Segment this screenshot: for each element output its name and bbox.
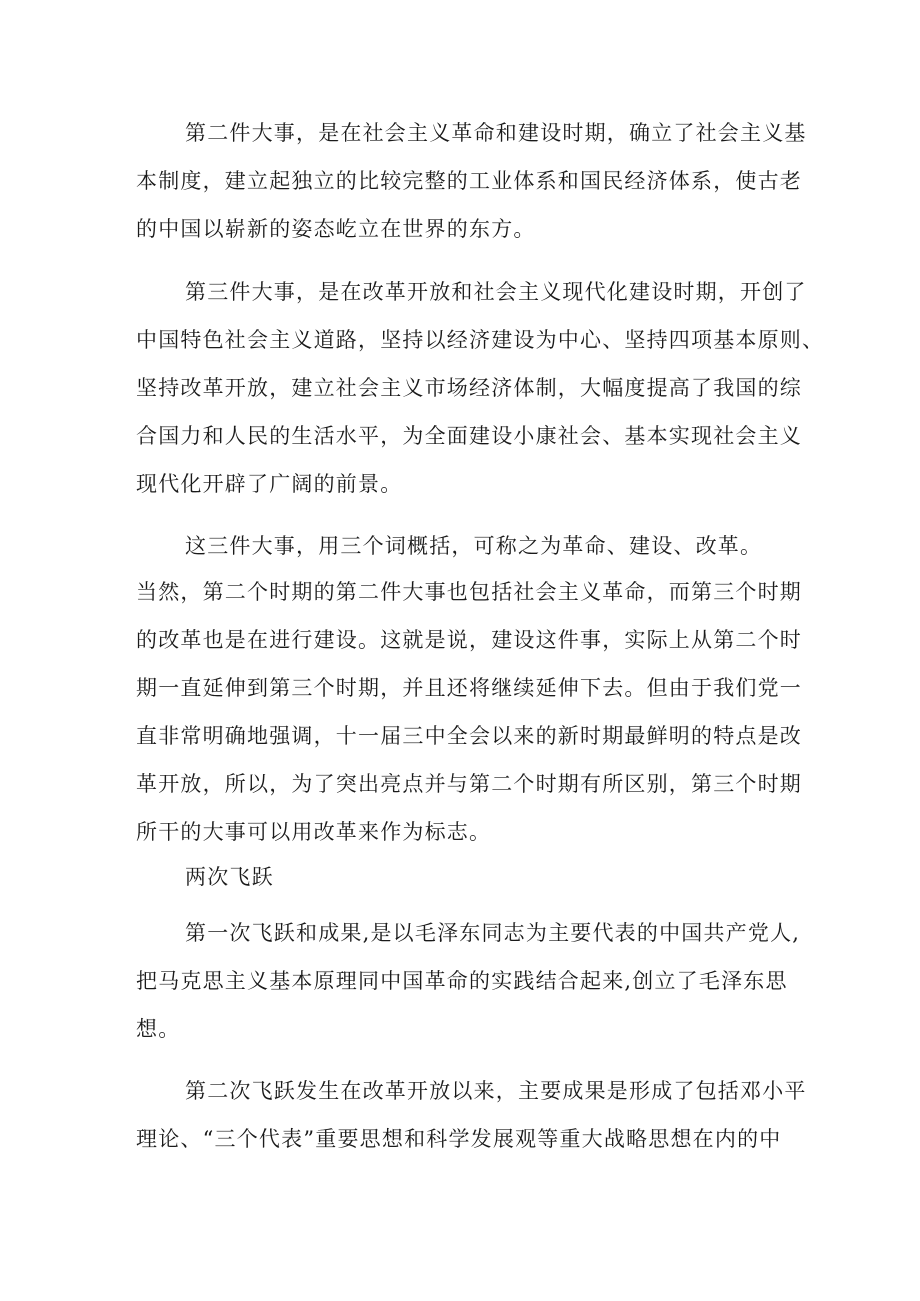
paragraph-1-line-1: 第二件大事，是在社会主义革命和建设时期，确立了社会主义基 — [185, 121, 807, 145]
paragraph-1-line-3: 的中国以崭新的姿态屹立在世界的东方。 — [136, 217, 536, 241]
paragraph-5-line-2: 理论、“三个代表”重要思想和科学发展观等重大战略思想在内的中 — [136, 1127, 782, 1151]
paragraph-4-line-2: 把马克思主义基本原理同中国革命的实践结合起来,创立了毛泽东思 — [136, 969, 788, 993]
section-heading: 两次飞跃 — [185, 865, 274, 889]
paragraph-2-line-2: 中国特色社会主义道路，坚持以经济建设为中心、坚持四项基本原则、 — [136, 328, 825, 352]
paragraph-1-line-2: 本制度，建立起独立的比较完整的工业体系和国民经济体系，使古老 — [136, 169, 802, 193]
paragraph-2-line-5: 现代化开辟了广阔的前景。 — [136, 472, 403, 496]
paragraph-5-line-1: 第二次飞跃发生在改革开放以来，主要成果是形成了包括邓小平 — [185, 1079, 807, 1103]
paragraph-3-line-6: 革开放，所以，为了突出亮点并与第二个时期有所区别，第三个时期 — [136, 772, 802, 796]
paragraph-3-line-3: 的改革也是在进行建设。这就是说，建设这件事，实际上从第二个时 — [136, 628, 802, 652]
paragraph-3-line-4: 期一直延伸到第三个时期，并且还将继续延伸下去。但由于我们党一 — [136, 676, 802, 700]
paragraph-4-line-3: 想。 — [136, 1017, 181, 1041]
paragraph-3-line-5: 直非常明确地强调，十一届三中全会以来的新时期最鲜明的特点是改 — [136, 724, 802, 748]
paragraph-2-line-4: 合国力和人民的生活水平，为全面建设小康社会、基本实现社会主义 — [136, 424, 802, 448]
paragraph-3-line-1: 这三件大事，用三个词概括，可称之为革命、建设、改革。 — [185, 534, 763, 558]
paragraph-3-line-2: 当然，第二个时期的第二件大事也包括社会主义革命，而第三个时期 — [136, 580, 802, 604]
paragraph-2-line-1: 第三件大事，是在改革开放和社会主义现代化建设时期，开创了 — [185, 280, 807, 304]
paragraph-3-line-7: 所干的大事可以用改革来作为标志。 — [136, 820, 492, 844]
paragraph-4-line-1: 第一次飞跃和成果,是以毛泽东同志为主要代表的中国共产党人, — [185, 921, 801, 945]
paragraph-2-line-3: 坚持改革开放，建立社会主义市场经济体制，大幅度提高了我国的综 — [136, 376, 802, 400]
